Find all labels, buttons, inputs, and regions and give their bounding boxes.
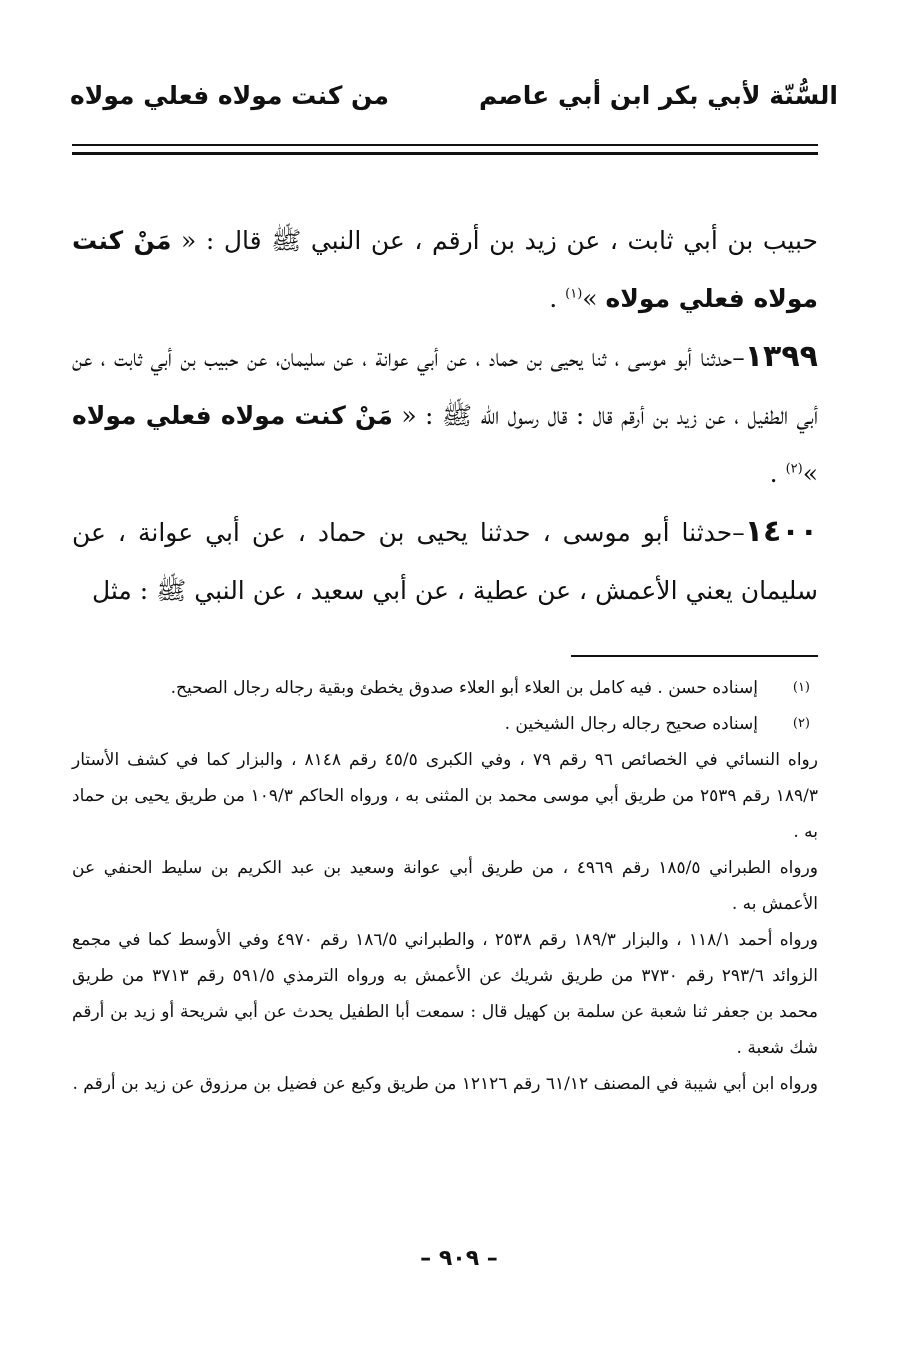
footnote-1 [72,670,818,706]
main-text [72,212,818,620]
header-rule-thick [72,152,818,155]
hadith-number-1399: ١٣٩٩ [744,339,818,374]
book-title: السُّنّة لأبي بكر ابن أبي عاصم [479,80,838,110]
footnote-2-text: إسناده صحيح رجاله رجال الشيخين . [504,714,758,734]
paragraph-1399-end: . [769,459,786,488]
footnote-2-continuation-2: ورواه الطبراني ١٨٥/٥ رقم ٤٩٦٩ ، من طريق أبي عوانة وسعيد بن عبد الكريم بن سليط الحنفي عن الأعمش به . [72,858,818,914]
footnotes [72,670,818,1102]
paragraph-1399 [72,328,818,503]
footnote-2-continuation-3: ورواه أحمد ١١٨/١ ، والبزار ١٨٩/٣ رقم ٢٥٣٨ ، والطبراني ١٨٦/٥ رقم ٤٩٧٠ وفي الأوسط كما في مجمع الزوائد ٢٩٣/٦ رقم ٣٧٣٠ من طريق شريك عن الأعمش به ورواه الترمذي ٥٩١/٥ رقم ٣٧١٣ من طريق محمد بن جعفر ثنا شعبة عن سلمة بن كهيل قال : سمعت أبا الطفيل يحدث عن أبي شريحة أو زيد بن أرقم شك شعبة . [72,930,818,1058]
paragraph-1-text: حبيب بن أبي ثابت ، عن زيد بن أرقم ، عن النبي ﷺ قال : « [171,226,818,255]
header-rule-thin [72,144,818,146]
paragraph-1400 [72,503,818,620]
paragraph-1-close: » [582,284,606,313]
footnote-ref-1: (١) [565,286,583,302]
paragraph-1399-text: –حدثنا أبو موسى ، ثنا يحيى بن حماد ، عن أبي عوانة ، عن سليمان، عن حبيب بن أبي ثابت ، عن أبي الطفيل ، عن زيد بن أرقم قال : قال رسول الله ﷺ : « [72,343,819,430]
paragraph-1400-text: –حدثنا أبو موسى ، حدثنا يحيى بن حماد ، عن أبي عوانة ، عن سليمان يعني الأعمش ، عن عطية ، عن أبي سعيد ، عن النبي ﷺ : مثل [72,518,818,605]
paragraph-1-quote: مَنْ كنت مولاه فعلي مولاه [72,226,818,313]
footnote-ref-2: (٢) [785,461,803,477]
hadith-number-1400: ١٤٠٠ [744,514,818,549]
paragraph-1399-close: » [802,459,818,488]
footnote-1-text: إسناده حسن . فيه كامل بن العلاء أبو العلاء صدوق يخطئ وبقية رجاله رجال الصحيح. [170,678,758,698]
running-header [70,70,838,120]
chapter-title: من كنت مولاه فعلي مولاه [70,80,390,110]
footnote-2 [72,706,818,742]
paragraph-1399-quote: مَنْ كنت مولاه فعلي مولاه [72,401,393,430]
footnote-2-continuation-1: رواه النسائي في الخصائص ٩٦ رقم ٧٩ ، وفي الكبرى ٤٥/٥ رقم ٨١٤٨ ، والبزار كما في كشف الأستار ١٨٩/٣ رقم ٢٥٣٩ من طريق أبي موسى محمد بن المثنى به ، ورواه الحاكم ١٠٩/٣ من طريق يحيى بن حماد به . [72,750,819,842]
paragraph-1-end: . [549,284,566,313]
footnote-2-marker: (٢) [792,716,810,731]
footnote-2-continuation-4: ورواه ابن أبي شيبة في المصنف ٦١/١٢ رقم ١٢١٢٦ من طريق وكيع عن فضيل بن مرزوق عن زيد بن أرقم . [72,1074,818,1094]
paragraph-1 [72,212,818,328]
page-number: – ٩٠٩ – [420,1246,498,1271]
footnote-separator [571,655,818,657]
footnote-1-marker: (١) [792,680,810,695]
